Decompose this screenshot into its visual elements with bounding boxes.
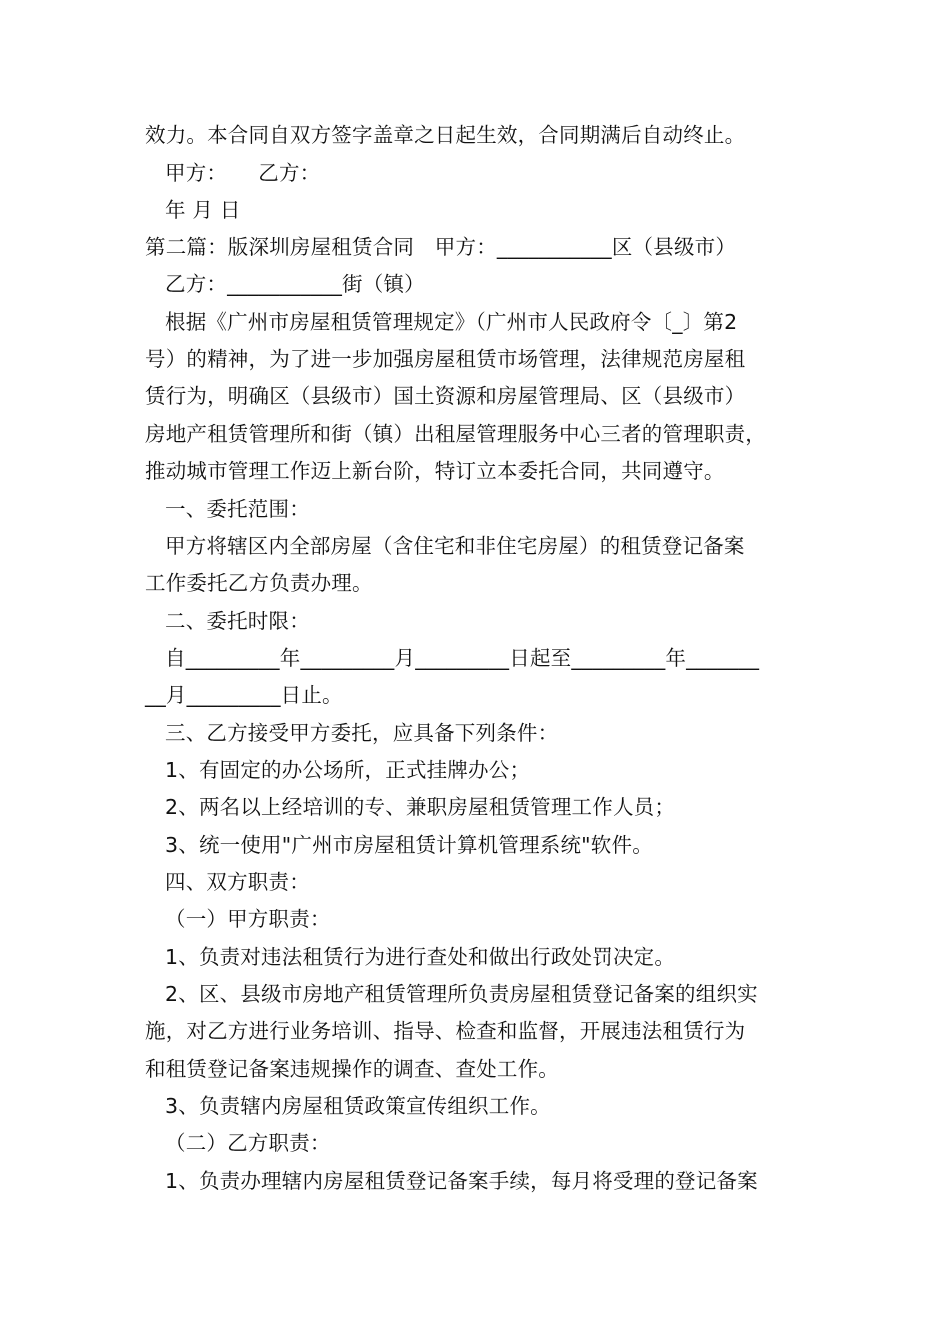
list-item: 1、负责办理辖内房屋租赁登记备案手续，每月将受理的登记备案 — [165, 1169, 758, 1193]
list-item: 3、负责辖内房屋租赁政策宣传组织工作。 — [165, 1094, 551, 1118]
list-item: 1、负责对违法租赁行为进行查处和做出行政处罚决定。 — [165, 945, 676, 969]
text-line: 甲方将辖区内全部房屋（含住宅和非住宅房屋）的租赁登记备案 — [165, 534, 745, 558]
list-item: 1、有固定的办公场所，正式挂牌办公； — [165, 758, 531, 782]
text-line: 根据《广州市房屋租赁管理规定》（广州市人民政府令〔_〕第2 — [165, 310, 738, 334]
clause-heading: 三、乙方接受甲方委托，应具备下列条件： — [165, 721, 559, 745]
text-line: 号）的精神，为了进一步加强房屋租赁市场管理，法律规范房屋租 — [145, 347, 746, 371]
text-line: 施，对乙方进行业务培训、指导、检查和监督，开展违法租赁行为 — [145, 1019, 746, 1043]
date-line: 年 月 日 — [165, 198, 241, 222]
date-range-line: __月_________日止。 — [145, 683, 343, 707]
text-line: 和租赁登记备案违规操作的调查、查处工作。 — [145, 1057, 559, 1081]
date-range-line: 自_________年_________月_________日起至_________年_______ — [165, 646, 760, 670]
text-line: 工作委托乙方负责办理。 — [145, 571, 373, 595]
text-line: 赁行为，明确区（县级市）国土资源和房屋管理局、区（县级市） — [145, 384, 746, 408]
text-line: 推动城市管理工作迈上新台阶，特订立本委托合同，共同遵守。 — [145, 459, 725, 483]
sub-heading: （二）乙方职责： — [165, 1131, 331, 1155]
clause-heading: 二、委托时限： — [165, 609, 310, 633]
text-line: 房地产租赁管理所和街（镇）出租屋管理服务中心三者的管理职责， — [145, 422, 766, 446]
signature-parties-line: 甲方： 乙方： — [165, 161, 321, 185]
clause-heading: 四、双方职责： — [165, 870, 310, 894]
section-heading: 第二篇：版深圳房屋租赁合同 甲方：___________区（县级市） — [145, 235, 737, 259]
party-b-line: 乙方：___________街（镇） — [165, 272, 425, 296]
clause-heading: 一、委托范围： — [165, 497, 310, 521]
sub-heading: （一）甲方职责： — [165, 907, 331, 931]
list-item: 2、区、县级市房地产租赁管理所负责房屋租赁登记备案的组织实 — [165, 982, 758, 1006]
list-item: 2、两名以上经培训的专、兼职房屋租赁管理工作人员； — [165, 795, 676, 819]
text-line: 效力。本合同自双方签字盖章之日起生效，合同期满后自动终止。 — [145, 123, 746, 147]
list-item: 3、统一使用"广州市房屋租赁计算机管理系统"软件。 — [165, 833, 653, 857]
